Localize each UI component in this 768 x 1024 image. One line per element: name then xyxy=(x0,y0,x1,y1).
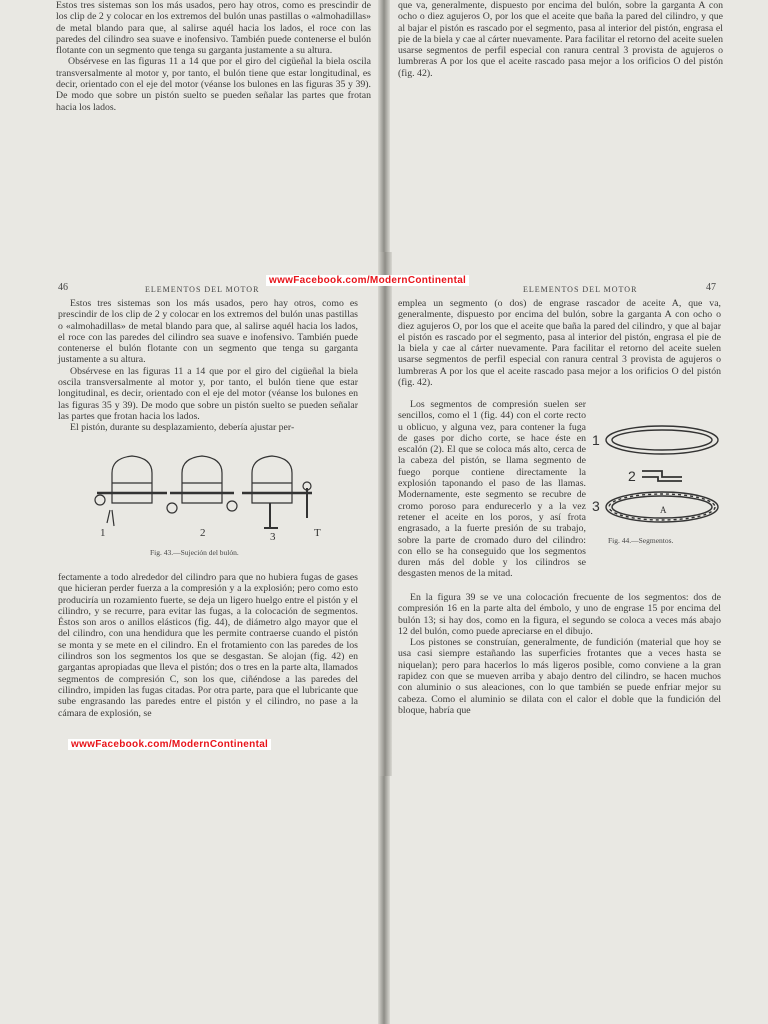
left-paragraph-4: fectamente a todo alrededor del cilindro para que no hubiera fugas de gases que hicieran perder fuerza a la compresión y a la explosión; pero como esto produciría un rozamiento fuerte, se deja un ligero huelgo entre el pistón y el cilindro, y se recurre, para evitar las fugas, a la colocación de segmentos. Éstos son aros o anillos elásticos (fig. 44), de diámetro algo mayor que el del cilindro, con una hendidura que les permite contraerse cuando el pistón se monta y se mete en el cilindro. En el frotamiento con las paredes de los cilindros son los segmentos los que se desgastan. Se alojan (fig. 42) en gargantas apropiadas que lleva el pistón; dos o tres en la parte alta, llamados segmentos de compresión C, son los que, ciñéndose a las paredes del cilindro, impiden las fugas citadas. Por otra parte, para que el lubricante que sube engrasando las paredes entre el pistón y el cilindro, no pase a la cámara de explosión, se xyxy=(58,572,358,719)
next-spread-fragment xyxy=(0,776,768,1024)
book-spine xyxy=(378,252,392,776)
figure-44-segments xyxy=(592,415,722,533)
right-paragraph-2: Los segmentos de compresión suelen ser sencillos, como el 1 (fig. 44) con el corte recto u oblicuo, y alguna vez, para contener la fuga de gases por dicho corte, se hace éste en escalón (2). El que se coloca más alto, cerca de la cabeza del pistón, se llama segmento de fuego porque contiene directamente la explosión taponando el paso de las llamas. Modernamente, este segmento se recubre de cromo poroso para endurecerlo y a la vez retener el aceite en los poros, y así frota engrasado, a la fuerte presión de su trabajo, sobre la parte de cromado duro del cilindro: con ello se ha conseguido que los segmentos duren más del doble y los cilindros se desgasten menos de la mitad. xyxy=(398,399,586,580)
figure-43-label-t: T xyxy=(314,527,321,539)
figure-44-caption: Fig. 44.—Segmentos. xyxy=(608,536,674,545)
figure-44-label-a: A xyxy=(660,505,667,515)
fragment-right-text-1: que va, generalmente, dispuesto por encima del bulón, sobre la garganta A con ocho o diez agujeros O, por los que el aceite que baña la pared del cilindro, y que al bajar el pistón es rascado por el segmento, pasa al interior del pistón, engrasa el pie de la biela y cae al cárter nuevamente. Para facilitar el retorno del aceite suelen usarse segmentos de perfil especial con ranura central 3 provista de agujeros o lumbreras A por los que el aceite rascado pasa mejor a los orificios O del pistón (fig. 42). xyxy=(398,0,723,79)
figure-44-drawing xyxy=(592,415,722,533)
fragment-left-text-1: Estos tres sistemas son los más usados, pero hay otros, como es prescindir de los clip de 2 y colocar en los extremos del bulón unas pastillas o «almohadillas» de metal blando para que, al salirse aquél hacia los lados, el roce con las paredes del cilindro sea suave e inofensivo. También puede contenerse el bulón flotante con un segmento que tenga su garganta justamente a su altura. xyxy=(56,0,371,57)
bottom-fragment-spine xyxy=(378,776,390,1024)
fragment-spine xyxy=(378,0,390,252)
right-paragraph-1: emplea un segmento (o dos) de engrase rascador de aceite A, que va, generalmente, dispuesto por encima del bulón, sobre la garganta A con ocho o diez agujeros O, por los que el aceite que baña la pared del cilindro, y que al bajar el pistón es rascado por el segmento, pasa al interior del pistón, engrasa el pie de la biela y cae al cárter nuevamente. Para facilitar el retorno del aceite suelen usarse segmentos de perfil especial con ranura central 3 provista de agujeros o lumbreras A por los que el aceite rascado pasa mejor a los orificios O del pistón (fig. 42). xyxy=(398,298,721,389)
left-paragraph-1: Estos tres sistemas son los más usados, pero hay otros, como es prescindir de los clip de 2 y colocar en los extremos del bulón unas pastillas o «almohadillas» de metal blando para que, al salirse aquél hacia los lados, el roce con las paredes del cilindro sea suave e inofensivo. También puede contenerse el bulón flotante con un segmento que tenga su garganta justamente a su altura. xyxy=(58,298,358,366)
left-page-text-bottom xyxy=(58,572,358,719)
figure-44-label-2: 2 xyxy=(628,468,636,484)
left-page-text-top xyxy=(58,298,358,434)
right-paragraph-3: En la figura 39 se ve una colocación frecuente de los segmentos: dos de compresión 16 en la parte alta del émbolo, y uno de engrase 15 por encima del bulón 13; si hay dos, como en la figura, el segundo se coloca a veces más abajo 12 del bulón, como puede apreciarse en el dibujo. xyxy=(398,592,721,637)
left-page-number: 46 xyxy=(58,282,68,293)
figure-43-piston-pin xyxy=(92,448,342,548)
watermark-banner-top: wwwFacebook.com/ModernContinental xyxy=(266,275,469,286)
figure-43-caption: Fig. 43.—Sujeción del bulón. xyxy=(150,548,239,557)
right-page-text-top xyxy=(398,298,721,388)
figure-43-label-2: 2 xyxy=(200,527,206,539)
right-page-text-bottom xyxy=(398,592,721,716)
figure-44-label-3: 3 xyxy=(592,498,600,514)
watermark-banner-bottom: wwwFacebook.com/ModernContinental xyxy=(68,739,271,750)
figure-44-label-1: 1 xyxy=(592,432,600,448)
right-paragraph-4: Los pistones se construían, generalmente, de fundición (material que hoy se usa casi siempre estañando las superficies frotantes que a veces hasta se niquelan); pero para hacerlos lo más ligeros posible, como conviene a la gran rapidez con que se mueven arriba y abajo dentro del cilindro, se hacen muchos con aluminio o sus aleaciones, con lo que también se puede enfriar mejor su cabeza. Como el aluminio se dilata con el calor el doble que la fundición del bloque, habría que xyxy=(398,637,721,716)
previous-spread-fragment xyxy=(0,0,768,252)
fragment-left-text-2: Obsérvese en las figuras 11 a 14 que por el giro del cigüeñal la biela oscila transversalmente al motor y, por tanto, el bulón tiene que estar longitudinal, es decir, orientado con el eje del motor (véanse los bulones en las figuras 35 y 39). De modo que sobre un pistón suelto se pueden señalar las partes que frotan hacia los lados. xyxy=(56,56,371,113)
fragment-right-column xyxy=(398,0,723,250)
left-running-head: ELEMENTOS DEL MOTOR xyxy=(145,285,260,294)
right-page-text-narrow xyxy=(398,399,586,580)
figure-43-label-3: 3 xyxy=(270,531,276,543)
right-page-number: 47 xyxy=(706,282,716,293)
left-paragraph-3: El pistón, durante su desplazamiento, debería ajustar per- xyxy=(70,422,295,434)
figure-43-label-1: 1 xyxy=(100,527,106,539)
left-paragraph-2: Obsérvese en las figuras 11 a 14 que por el giro del cigüeñal la biela oscila transversalmente al motor y, por tanto, el bulón tiene que estar longitudinal, es decir, orientado con el eje del motor (véanse los bulones en las figuras 35 y 39). De modo que sobre un pistón suelto se pueden señalar las partes que frotan hacia los lados. xyxy=(58,365,358,422)
figure-43-drawing xyxy=(92,448,342,548)
fragment-left-column xyxy=(56,0,371,250)
right-running-head: ELEMENTOS DEL MOTOR xyxy=(523,285,638,294)
